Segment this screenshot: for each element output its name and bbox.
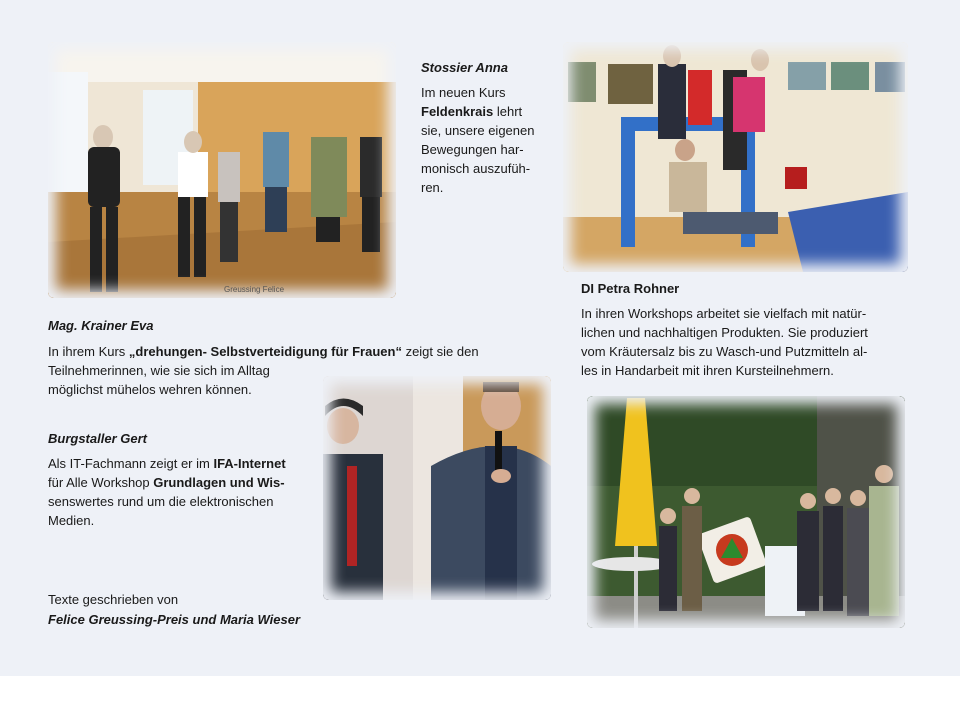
text-line: möglichst mühelos wehren können.	[48, 382, 252, 397]
footer-intro: Texte geschrieben von	[48, 592, 179, 607]
text-line: senswertes rund um die elektronischen	[48, 494, 274, 509]
profile-name-krainer: Mag. Krainer Eva	[48, 318, 154, 333]
text-line: sie, unsere eigenen	[421, 123, 535, 138]
outdoor-group-photo	[587, 396, 905, 628]
text-line: Teilnehmerinnen, wie sie sich im Alltag	[48, 363, 270, 378]
text-line: für Alle Workshop Grundlagen und Wis-	[48, 475, 285, 490]
profile-name-burgstaller: Burgstaller Gert	[48, 431, 147, 446]
text-line: Bewegungen har-	[421, 142, 524, 157]
text-line: Medien.	[48, 513, 95, 528]
text-line: ren.	[421, 180, 444, 195]
text-line: In ihrem Kurs „drehungen- Selbstverteidigung für Frauen“ zeigt sie den	[48, 344, 479, 359]
feldenkrais-class-photo	[48, 42, 396, 298]
profile-name-stossier: Stossier Anna	[421, 60, 508, 75]
text-line: vom Kräutersalz bis zu Wasch-und Putzmitteln al-	[581, 344, 868, 359]
photo-credit: Greussing Felice	[224, 285, 285, 294]
text-line: monisch auszufüh-	[421, 161, 531, 176]
footer-authors: Felice Greussing-Preis und Maria Wieser	[48, 612, 301, 627]
profile-text-burgstaller	[48, 454, 286, 530]
text-line: Feldenkrais lehrt	[421, 104, 523, 119]
text-line: In ihren Workshops arbeitet sie vielfach mit natür-	[581, 306, 867, 321]
speaker-photo	[323, 376, 551, 600]
workshop-group-photo	[563, 42, 908, 272]
text-line: Im neuen Kurs	[421, 85, 506, 100]
text-line: les in Handarbeit mit ihren Kursteilnehmern.	[581, 363, 834, 378]
profile-name-rohner: DI Petra Rohner	[581, 281, 680, 296]
text-line: lichen und nachhaltigen Produkten. Sie produziert	[581, 325, 868, 340]
profile-text-rohner	[581, 304, 868, 380]
text-line: Als IT-Fachmann zeigt er im IFA-Internet	[48, 456, 286, 471]
profile-text-stossier	[421, 83, 534, 197]
